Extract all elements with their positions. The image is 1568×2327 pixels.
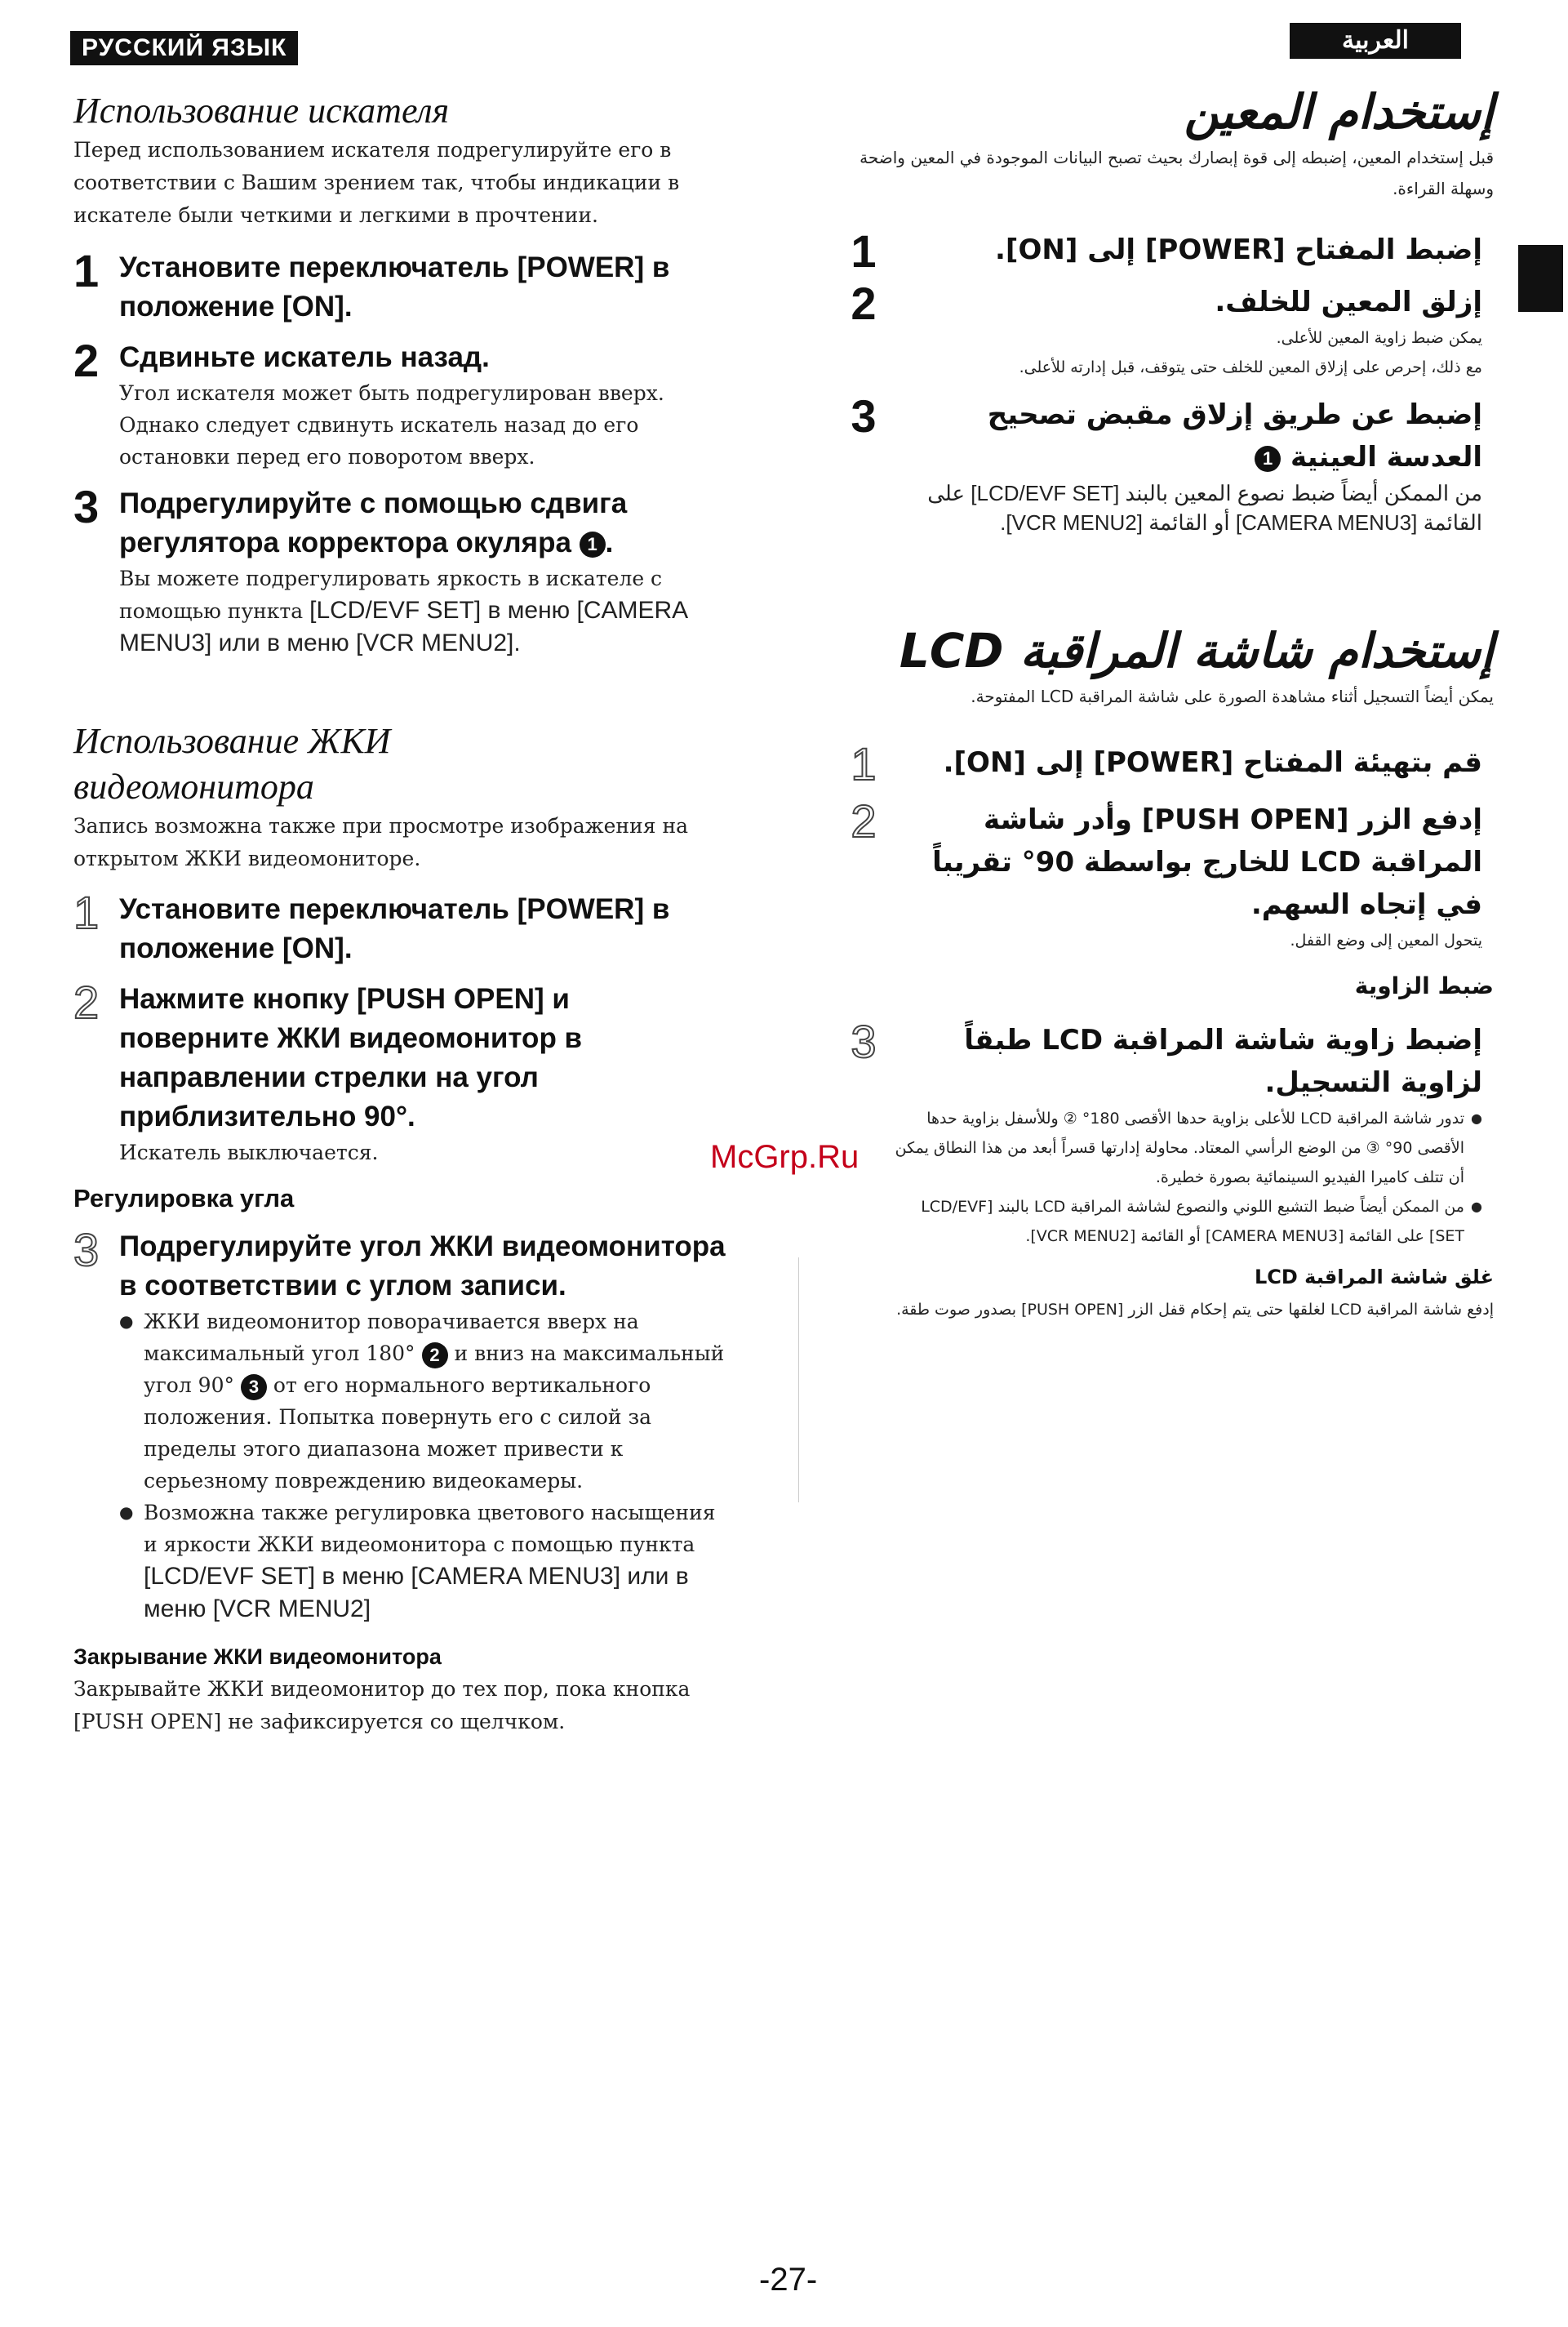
bullet-text: Возможна также регулировка цветового насыщения и яркости ЖКИ видеомонитора с помощью пункта bbox=[144, 1501, 716, 1556]
step-title-text: إضبط عن طريق إزلاق مقبض تصحيح العدسة العينية bbox=[987, 398, 1482, 474]
step-note: يتحول المعين إلى وضع القفل. bbox=[1290, 932, 1482, 950]
ar-angle-heading: ضبط الزاوية bbox=[1354, 972, 1494, 999]
ru-lcd-step-2 bbox=[73, 977, 726, 1168]
step-title: إضبط المفتاح [POWER] إلى [ON]. bbox=[995, 234, 1482, 266]
step-number: 2 bbox=[73, 335, 100, 386]
step-note: يمكن ضبط زاوية المعين للأعلى. bbox=[1276, 329, 1482, 347]
ar-viewfinder-title: إستخدام المعين bbox=[1184, 84, 1494, 140]
step-title-text: Подрегулируйте с помощью сдвига регулятора корректора окуляра bbox=[119, 487, 628, 558]
step-number: 3 bbox=[73, 481, 100, 532]
ru-closing-heading: Закрывание ЖКИ видеомонитора bbox=[73, 1644, 442, 1669]
step-number: 3 bbox=[851, 390, 877, 442]
ru-viewfinder-intro: Перед использованием искателя подрегулируйте его в соответствии с Вашим зрением так, чтобы индикации в искателе были четкими и легкими в прочтении. bbox=[73, 138, 680, 227]
bullet-item: ● تدور شاشة المراقبة LCD للأعلى بزاوية حدها الأقصى 180° ② وللأسفل بزاوية حدها الأقصى 90° ③ من الوضع الرأسي المعتاد. محاولة إدارتها قسراً أبعد من هذا النطاق يمكن أن تتلف كاميرا الفيديو السينمائية بصورة خطيرة. bbox=[886, 1104, 1482, 1192]
ru-angle-heading: Регулировка угла bbox=[73, 1184, 295, 1212]
ru-lcd-step-1 bbox=[73, 887, 726, 968]
ar-lcd-step-1 bbox=[841, 738, 1494, 790]
bullet-item bbox=[119, 1306, 726, 1497]
ru-closing-text: Закрывайте ЖКИ видеомонитор до тех пор, пока кнопка [PUSH OPEN] не зафиксируется со щелчком. bbox=[73, 1677, 691, 1733]
bullet-item: ● من الممكن أيضاً ضبط التشبع اللوني والنصوع لشاشة المراقبة LCD بالبند [LCD/EVF SET] على القائمة [CAMERA MENU3] أو القائمة [VCR MENU2]. bbox=[886, 1192, 1482, 1251]
ar-closing-heading: غلق شاشة المراقبة LCD bbox=[1254, 1266, 1494, 1288]
step-title: إدفع الزر [PUSH OPEN] وأدر شاشة المراقبة LCD للخارج بواسطة 90° تقريباً في إتجاه السهم. bbox=[932, 803, 1482, 921]
ru-viewfinder-title: Использование искателя bbox=[73, 91, 450, 131]
ar-closing-text: إدفع شاشة المراقبة LCD لغلقها حتى يتم إحكام قفل الزر [PUSH OPEN] بصدور صوت طقة. bbox=[896, 1301, 1494, 1319]
ru-vf-step-2 bbox=[73, 335, 726, 473]
step-note bbox=[119, 563, 726, 660]
step-number: 2 bbox=[851, 795, 877, 847]
step-number: 1 bbox=[851, 225, 877, 277]
ar-lcd-step-2 bbox=[841, 795, 1494, 955]
step-title: قم بتهيئة المفتاح [POWER] إلى [ON]. bbox=[943, 746, 1482, 779]
step-title: Установите переключатель [POWER] в положение [ON]. bbox=[119, 251, 670, 323]
step-number: 3 bbox=[851, 1016, 877, 1067]
step-number: 2 bbox=[73, 977, 100, 1028]
ar-step3-bullets bbox=[886, 1104, 1482, 1251]
ar-lcd-intro: يمكن أيضاً التسجيل أثناء مشاهدة الصورة على شاشة المراقبة LCD المفتوحة. bbox=[971, 687, 1494, 706]
bullet-text: и вниз на максимальный угол 90° bbox=[144, 1341, 725, 1397]
ar-lcd-section bbox=[841, 621, 1494, 1324]
step-number: 1 bbox=[73, 887, 100, 938]
page-number: -27- bbox=[759, 2262, 818, 2298]
step-title: Установите переключатель [POWER] в положение [ON]. bbox=[119, 893, 670, 964]
column-divider bbox=[798, 1257, 799, 1502]
ru-lcd-section bbox=[73, 719, 726, 1738]
ru-lcd-intro: Запись возможна также при просмотре изображения на открытом ЖКИ видеомониторе. bbox=[73, 814, 689, 870]
step-title: Сдвиньте искатель назад. bbox=[119, 341, 490, 373]
language-tag-arabic: العربية bbox=[1290, 23, 1461, 59]
ru-step3-bullets bbox=[119, 1306, 726, 1626]
marker-3-icon: 3 bbox=[241, 1374, 267, 1400]
step-title bbox=[886, 394, 1482, 478]
step-number: 2 bbox=[851, 278, 877, 329]
step-number: 1 bbox=[73, 245, 100, 296]
step-title: Подрегулируйте с помощью сдвига регулятора корректора окуляра 1 . bbox=[119, 487, 628, 558]
ru-vf-step-3 bbox=[73, 481, 726, 660]
ar-lcd-step-3 bbox=[841, 1016, 1494, 1251]
ru-viewfinder-section bbox=[73, 88, 726, 660]
section-tab-marker bbox=[1518, 245, 1563, 312]
ar-viewfinder-section bbox=[841, 82, 1494, 537]
step-note-menu: [LCD/EVF SET] в меню [CAMERA MENU3] или в меню [VCR MENU2]. bbox=[119, 597, 687, 656]
ar-viewfinder-intro: قبل إستخدام المعين، إضبطه إلى قوة إبصارك بحيث تصبح البيانات الموجودة في المعين واضحة وسهلة القراءة. bbox=[860, 148, 1494, 198]
step-title: إزلق المعين للخلف. bbox=[1215, 286, 1482, 318]
ar-vf-step-2 bbox=[841, 278, 1494, 382]
step-number: 3 bbox=[73, 1224, 100, 1275]
language-tag-russian: РУССКИЙ ЯЗЫК bbox=[70, 31, 298, 65]
ru-lcd-title-line1: Использование ЖКИ bbox=[73, 721, 391, 761]
ar-vf-step-1 bbox=[841, 225, 1494, 277]
bullet-item bbox=[119, 1497, 726, 1626]
bullet-text: ЖКИ видеомонитор поворачивается вверх на максимальный угол 180° bbox=[144, 1310, 639, 1365]
marker-1-icon: 1 bbox=[580, 532, 606, 558]
ru-vf-step-1 bbox=[73, 245, 726, 327]
marker-1-icon: 1 bbox=[1255, 446, 1281, 472]
step-title: إضبط زاوية شاشة المراقبة LCD طبقاً لزاوية التسجيل. bbox=[964, 1024, 1482, 1099]
ru-lcd-step-3 bbox=[73, 1224, 726, 1626]
step-number: 1 bbox=[851, 738, 877, 790]
step-title: Подрегулируйте угол ЖКИ видеомонитора в соответствии с углом записи. bbox=[119, 1230, 726, 1301]
bullet-menu-text: [LCD/EVF SET] в меню [CAMERA MENU3] или в меню [VCR MENU2] bbox=[144, 1563, 689, 1622]
marker-2-icon: 2 bbox=[422, 1342, 448, 1368]
watermark: McGrp.Ru bbox=[710, 1139, 860, 1175]
step-note: Искатель выключается. bbox=[119, 1141, 379, 1164]
step-note: من الممكن أيضاً ضبط نصوع المعين بالبند [LCD/EVF SET] على القائمة [CAMERA MENU3] أو القائمة [VCR MENU2]. bbox=[927, 481, 1482, 535]
ru-lcd-title-line2: видеомонитора bbox=[73, 767, 314, 807]
ar-lcd-title: إستخدام شاشة المراقبة LCD bbox=[899, 623, 1494, 679]
step-note: مع ذلك، إحرص على إزلاق المعين للخلف حتى يتوقف، قبل إدارته للأعلى. bbox=[1019, 358, 1482, 376]
step-note-text: Вы можете подрегулировать яркость в искателе с помощью пункта bbox=[119, 567, 663, 623]
ar-vf-step-3 bbox=[841, 390, 1494, 537]
step-title: Нажмите кнопку [PUSH OPEN] и поверните ЖКИ видеомонитор в направлении стрелки на угол приблизительно 90°. bbox=[119, 983, 583, 1132]
step-note: Угол искателя может быть подрегулирован вверх. Однако следует сдвинуть искатель назад до его остановки перед его поворотом вверх. bbox=[119, 381, 664, 469]
bullet-text: от его нормального вертикального положения. Попытка повернуть его с силой за пределы этого диапазона может привести к серьезному повреждению видеокамеры. bbox=[144, 1373, 652, 1493]
